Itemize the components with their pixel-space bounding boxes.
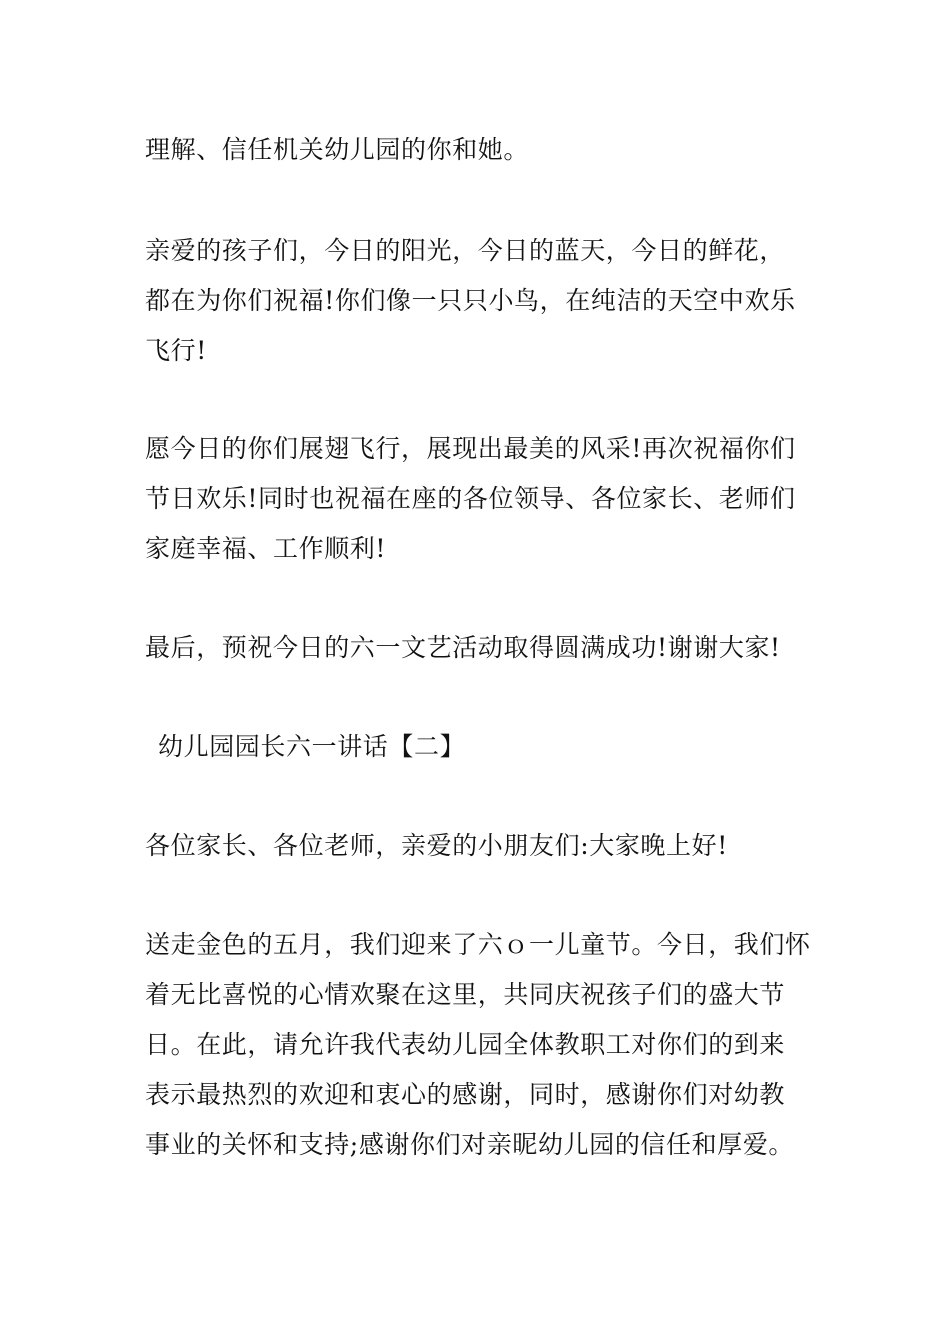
paragraph-line: 送走金色的五月，我们迎来了六ｏ一儿童节。今日，我们怀 — [145, 930, 811, 959]
paragraph-line: 着无比喜悦的心情欢聚在这里，共同庆祝孩子们的盛大节 — [145, 980, 786, 1009]
paragraph-line: 各位家长、各位老师，亲爱的小朋友们:大家晚上好! — [145, 831, 728, 860]
paragraph-line: 飞行! — [145, 336, 207, 365]
paragraph-line: 家庭幸福、工作顺利! — [145, 534, 387, 563]
section-heading: 幼儿园园长六一讲话【二】 — [158, 732, 466, 761]
paragraph-line: 理解、信任机关幼儿园的你和她。 — [145, 135, 530, 164]
paragraph-line: 愿今日的你们展翅飞行，展现出最美的风采!再次祝福你们 — [145, 434, 796, 463]
paragraph-line: 日。在此，请允许我代表幼儿园全体教职工对你们的到来 — [145, 1030, 786, 1059]
paragraph-line: 表示最热烈的欢迎和衷心的感谢，同时，感谢你们对幼教 — [145, 1080, 786, 1109]
paragraph-line: 节日欢乐!同时也祝福在座的各位领导、各位家长、老师们 — [145, 484, 796, 513]
paragraph-line: 亲爱的孩子们，今日的阳光，今日的蓝天，今日的鲜花， — [145, 236, 786, 265]
paragraph-line: 最后，预祝今日的六一文艺活动取得圆满成功!谢谢大家! — [145, 633, 781, 662]
paragraph-line: 事业的关怀和支持;感谢你们对亲昵幼儿园的信任和厚爱。 — [145, 1130, 795, 1159]
paragraph-line: 都在为你们祝福!你们像一只只小鸟，在纯洁的天空中欢乐 — [145, 286, 796, 315]
